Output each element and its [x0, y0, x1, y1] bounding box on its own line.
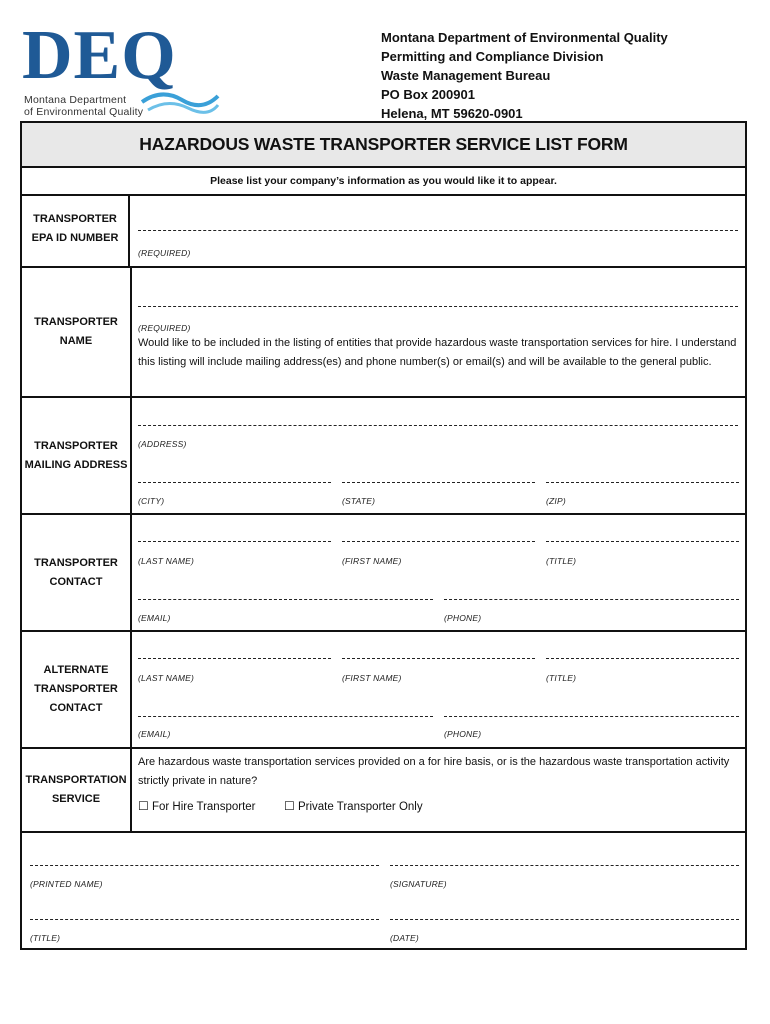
state-field[interactable]	[342, 482, 535, 483]
alternate-contact-section	[22, 632, 745, 749]
contact-title-field[interactable]	[546, 541, 739, 542]
state-caption: (STATE)	[342, 496, 376, 506]
contact-first-name-field[interactable]	[342, 541, 535, 542]
epa-id-label: TRANSPORTER EPA ID NUMBER	[22, 196, 130, 266]
logo-subtitle-line1: Montana Department	[24, 94, 127, 106]
alt-last-name-field[interactable]	[138, 658, 331, 659]
contact-title-caption: (TITLE)	[546, 556, 577, 566]
deq-logo	[22, 17, 222, 120]
zip-caption: (ZIP)	[546, 496, 566, 506]
contact-email-field[interactable]	[138, 599, 433, 600]
contact-phone-caption: (PHONE)	[444, 613, 482, 623]
transportation-service-label: TRANSPORTATION SERVICE	[22, 749, 132, 831]
checkbox-icon: ☐	[138, 799, 149, 813]
alt-last-name-caption: (LAST NAME)	[138, 673, 195, 683]
alternate-contact-label: ALTERNATE TRANSPORTER CONTACT	[22, 632, 132, 747]
logo-wordmark: DEQ	[22, 17, 177, 94]
signer-title-caption: (TITLE)	[30, 933, 61, 943]
logo-wave-icon	[140, 78, 220, 118]
signature-area	[22, 833, 745, 948]
alt-title-caption: (TITLE)	[546, 673, 577, 683]
date-caption: (DATE)	[390, 933, 419, 943]
signature-field[interactable]	[390, 865, 739, 866]
contact-email-caption: (EMAIL)	[138, 613, 171, 623]
alt-email-field[interactable]	[138, 716, 433, 717]
contact-section	[22, 515, 745, 632]
service-question: Are hazardous waste transportation services provided on a for hire basis, or is the hazardous waste transportation activity strictly private in nature?	[138, 756, 730, 787]
mailing-address-section	[22, 398, 745, 515]
for-hire-checkbox[interactable]	[138, 799, 256, 813]
listing-consent-note: Would like to be included in the listing of entities that provide hazardous waste transportation services for hire. I understand this listing will include mailing address(es) and phone number(s) or email(s) and will be available to the general public.	[138, 337, 737, 368]
printed-name-field[interactable]	[30, 865, 379, 866]
logo-subtitle-line2: of Environmental Quality	[24, 106, 144, 118]
transporter-name-field[interactable]	[138, 306, 738, 307]
alt-first-name-field[interactable]	[342, 658, 535, 659]
transportation-service-section	[22, 749, 745, 833]
address-line: Montana Department of Environmental Quality	[381, 30, 668, 45]
address-line: Waste Management Bureau	[381, 68, 551, 83]
private-label: Private Transporter Only	[297, 801, 423, 813]
city-field[interactable]	[138, 482, 331, 483]
city-caption: (CITY)	[138, 496, 165, 506]
agency-address-block	[381, 28, 668, 123]
service-list-form	[20, 121, 747, 950]
contact-last-name-caption: (LAST NAME)	[138, 556, 195, 566]
address-line: Helena, MT 59620-0901	[381, 106, 523, 121]
address-line: Permitting and Compliance Division	[381, 49, 604, 64]
alt-first-name-caption: (FIRST NAME)	[342, 673, 402, 683]
transporter-name-caption: (REQUIRED)	[138, 323, 191, 333]
contact-label: TRANSPORTER CONTACT	[22, 515, 132, 630]
contact-phone-field[interactable]	[444, 599, 739, 600]
contact-last-name-field[interactable]	[138, 541, 331, 542]
mailing-address-label: TRANSPORTER MAILING ADDRESS	[22, 398, 132, 513]
alt-email-caption: (EMAIL)	[138, 729, 171, 739]
contact-first-name-caption: (FIRST NAME)	[342, 556, 402, 566]
signer-title-field[interactable]	[30, 919, 379, 920]
form-title: HAZARDOUS WASTE TRANSPORTER SERVICE LIST FORM	[22, 123, 745, 168]
form-instruction: Please list your company’s information as you would like it to appear.	[22, 168, 745, 196]
epa-id-field[interactable]	[138, 230, 738, 231]
alt-title-field[interactable]	[546, 658, 739, 659]
transporter-name-section	[22, 268, 745, 398]
epa-id-section	[22, 196, 745, 268]
address-line: PO Box 200901	[381, 87, 475, 102]
signature-caption: (SIGNATURE)	[390, 879, 447, 889]
epa-id-caption: (REQUIRED)	[138, 248, 191, 258]
private-checkbox[interactable]	[284, 799, 423, 813]
for-hire-label: For Hire Transporter	[151, 801, 256, 813]
alt-phone-field[interactable]	[444, 716, 739, 717]
alt-phone-caption: (PHONE)	[444, 729, 482, 739]
address-field[interactable]	[138, 425, 738, 426]
date-field[interactable]	[390, 919, 739, 920]
transporter-name-label: TRANSPORTER NAME	[22, 268, 132, 396]
zip-field[interactable]	[546, 482, 739, 483]
address-caption: (ADDRESS)	[138, 439, 187, 449]
printed-name-caption: (PRINTED NAME)	[30, 879, 103, 889]
checkbox-icon: ☐	[284, 799, 295, 813]
